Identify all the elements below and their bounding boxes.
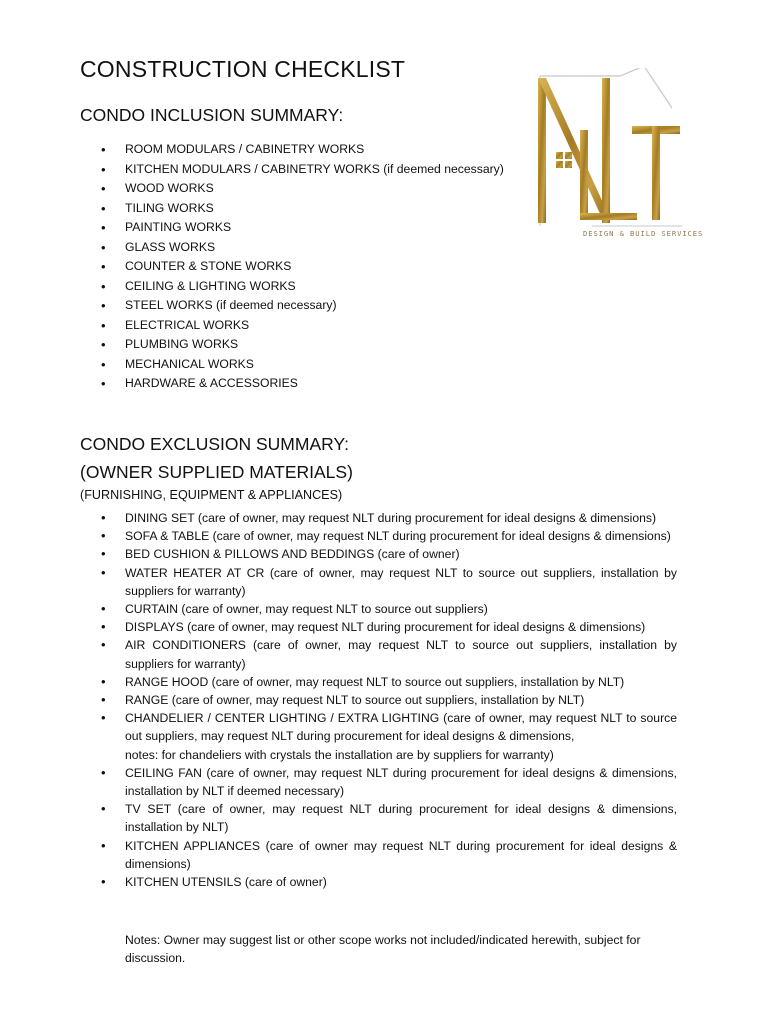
list-item: • TILING WORKS: [80, 199, 677, 219]
list-item: • GLASS WORKS: [80, 238, 677, 258]
inclusion-heading: CONDO INCLUSION SUMMARY:: [80, 105, 344, 125]
list-item: • KITCHEN MODULARS / CABINETRY WORKS (if deemed necessary): [80, 160, 677, 180]
document-title: CONSTRUCTION CHECKLIST: [80, 56, 406, 82]
exclusion-heading: CONDO EXCLUSION SUMMARY:: [80, 434, 350, 454]
exclusion-list: [80, 509, 677, 891]
list-item: • CEILING FAN (care of owner, may request NLT during procurement for ideal designs & dimensions, installation by NLT if deemed necessary): [80, 764, 677, 800]
list-item: • WATER HEATER AT CR (care of owner, may request NLT to source out suppliers, installation by suppliers for warranty): [80, 564, 677, 600]
list-item: • AIR CONDITIONERS (care of owner, may request NLT to source out suppliers, installation by suppliers for warranty): [80, 636, 677, 672]
list-item: • RANGE (care of owner, may request NLT to source out suppliers, installation by NLT): [80, 691, 677, 709]
list-item: • PAINTING WORKS: [80, 218, 677, 238]
list-item: • BED CUSHION & PILLOWS AND BEDDINGS (care of owner): [80, 545, 677, 563]
list-item: • PLUMBING WORKS: [80, 335, 677, 355]
list-item: • CURTAIN (care of owner, may request NLT to source out suppliers): [80, 600, 677, 618]
list-item: • DISPLAYS (care of owner, may request NLT during procurement for ideal designs & dimensions): [80, 618, 677, 636]
list-item: • STEEL WORKS (if deemed necessary): [80, 296, 677, 316]
list-item: • WOOD WORKS: [80, 179, 677, 199]
list-item: • ELECTRICAL WORKS: [80, 316, 677, 336]
exclusion-subheading: (FURNISHING, EQUIPMENT & APPLIANCES): [80, 488, 343, 502]
list-item: • DINING SET (care of owner, may request NLT during procurement for ideal designs & dimensions): [80, 509, 677, 527]
list-item: • KITCHEN UTENSILS (care of owner): [80, 873, 677, 891]
notes-paragraph: Notes: Owner may suggest list or other scope works not included/indicated herewith, subject for discussion.: [125, 933, 641, 966]
list-item: • CHANDELIER / CENTER LIGHTING / EXTRA LIGHTING (care of owner, may request NLT to source out suppliers, may request NLT during procurement for ideal designs & dimensions, notes: for chandeliers with crystals the installation are by suppliers for warranty): [80, 709, 677, 764]
list-item: • ROOM MODULARS / CABINETRY WORKS: [80, 140, 677, 160]
list-item: • TV SET (care of owner, may request NLT during procurement for ideal designs & dimensions, installation by NLT): [80, 800, 677, 836]
list-item: • MECHANICAL WORKS: [80, 355, 677, 375]
list-item: • RANGE HOOD (care of owner, may request NLT to source out suppliers, installation by NLT): [80, 673, 677, 691]
logo-tagline: DESIGN & BUILD SERVICES: [583, 229, 704, 238]
list-item: • COUNTER & STONE WORKS: [80, 257, 677, 277]
inclusion-list: [80, 140, 677, 394]
list-item: • HARDWARE & ACCESSORIES: [80, 374, 677, 394]
list-item: • CEILING & LIGHTING WORKS: [80, 277, 677, 297]
list-item: • SOFA & TABLE (care of owner, may request NLT during procurement for ideal designs & dimensions): [80, 527, 677, 545]
list-item: • KITCHEN APPLIANCES (care of owner may request NLT during procurement for ideal designs & dimensions): [80, 837, 677, 873]
exclusion-heading-2: (OWNER SUPPLIED MATERIALS): [80, 462, 353, 482]
